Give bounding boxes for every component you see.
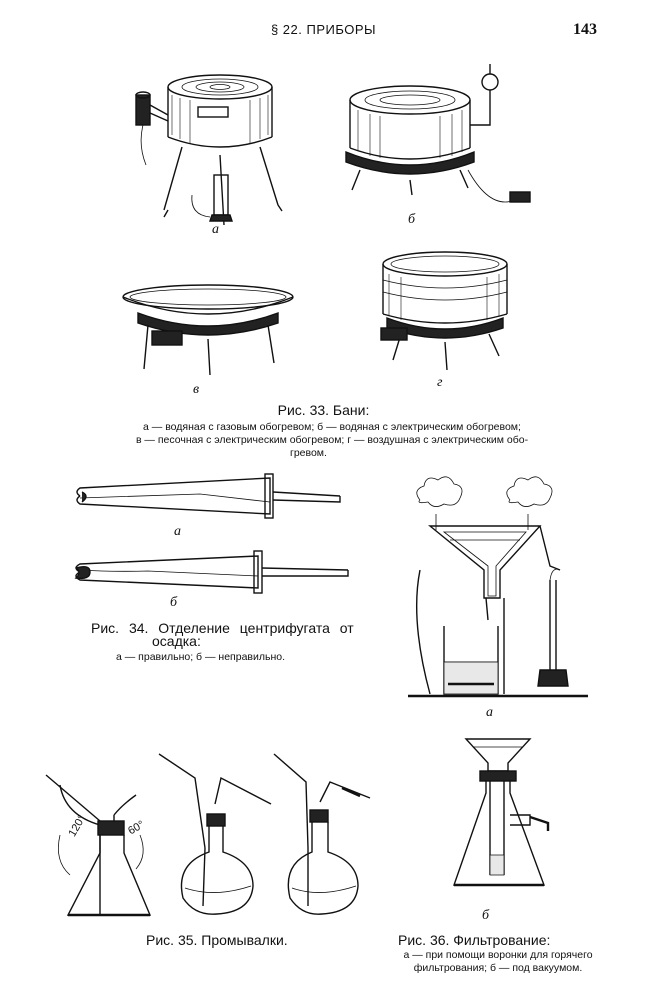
fig34-letter-b: б (170, 595, 178, 610)
hot-filtration-setup-illustration (400, 470, 590, 700)
running-header: § 22. ПРИБОРЫ (270, 22, 377, 37)
fig33-letter-v: в (193, 382, 200, 397)
page-number: 143 (573, 21, 597, 38)
fig33-caption-line-3: гревом. (290, 447, 327, 459)
fig34-letter-a: а (174, 524, 181, 539)
fig33-letter-g: г (437, 375, 443, 390)
wash-bottle-nozzle-illustration (270, 748, 390, 918)
fig34-caption: а — правильно; б — неправильно. (116, 651, 285, 663)
fig36-caption-line-2: фильтрования; б — под вакуумом. (413, 962, 583, 974)
fig36-letter-a: а (486, 705, 493, 720)
fig35-title: Рис. 35. Промывалки. (146, 932, 288, 948)
angle-label-120: 120° (66, 813, 89, 839)
angle-label-60: 60° (126, 818, 147, 838)
fig33-title: Рис. 33. Бани: (277, 402, 370, 418)
water-bath-electric-illustration (340, 70, 540, 220)
water-bath-gas-illustration (120, 65, 300, 230)
vacuum-filtration-illustration (430, 735, 560, 907)
air-bath-illustration (375, 250, 515, 380)
fig36-title: Рис. 36. Фильтрование: (398, 932, 551, 948)
fig34-title-line-2: осадка: (152, 633, 201, 649)
sand-bath-illustration (118, 283, 298, 383)
fig33-letter-a: а (212, 222, 219, 237)
wash-bottle-round-illustration (155, 748, 280, 918)
fig36-caption-line-1: а — при помощи воронки для горячего (403, 949, 593, 961)
fig34-title-line-1: Рис. 34. Отделение центрифугата от (91, 620, 354, 636)
centrifuge-tube-correct-illustration (70, 472, 345, 520)
fig33-caption-line-2: в — песочная с электрическим обогревом; г — воздушная с электрическим обо- (135, 434, 529, 446)
centrifuge-tube-incorrect-illustration (68, 548, 353, 596)
fig33-letter-b: б (408, 212, 416, 227)
fig36-letter-b: б (482, 908, 490, 923)
fig33-caption-line-1: а — водяная с газовым обогревом; б — водяная с электрическим обогревом; (143, 421, 521, 433)
wash-bottle-conical-illustration (40, 765, 165, 925)
